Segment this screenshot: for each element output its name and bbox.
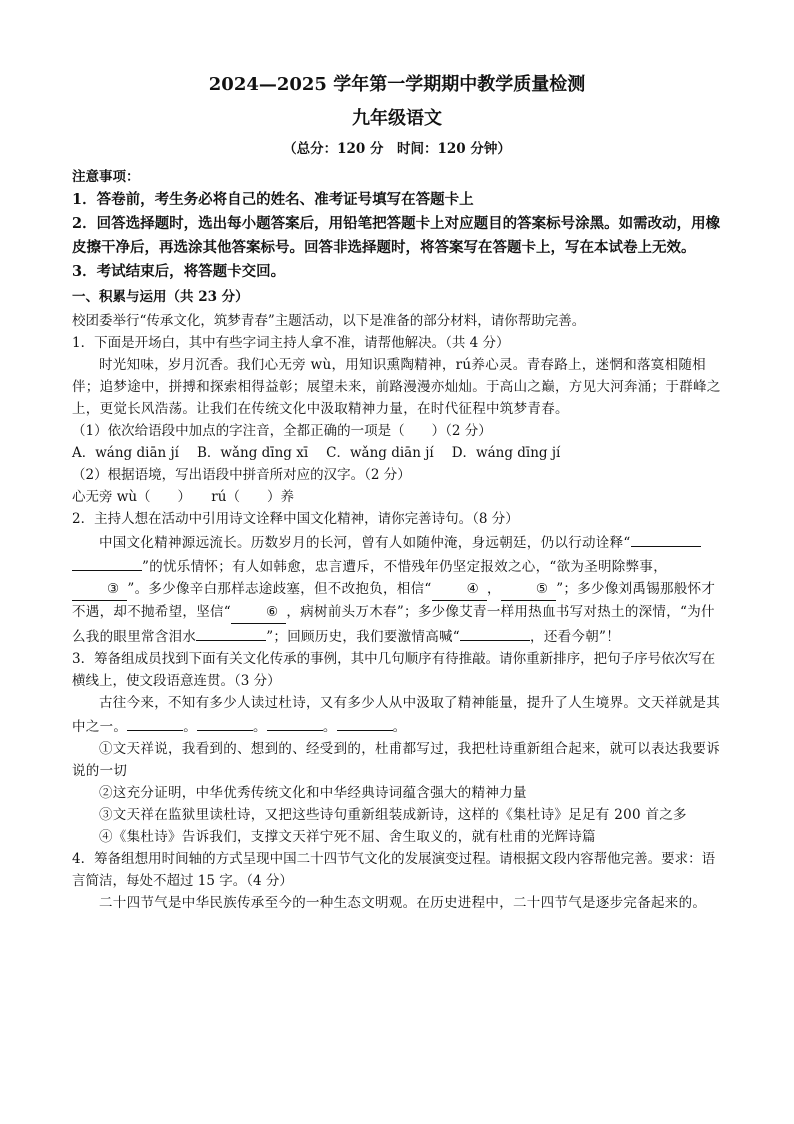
q3-passage-text: 古往今来，不知有多少人读过杜诗，又有多少人从中汲取了精神能量，提升了人生境界。文天祥就是其中之一。 bbox=[72, 695, 720, 735]
blank-8 bbox=[460, 624, 530, 641]
q1-stem: 1．下面是开场白，其中有些字词主持人拿不准，请帮他解决。（共 4 分） bbox=[72, 335, 510, 351]
q3-item-1: ①文天祥说，我看到的、想到的、经受到的，杜甫都写过，我把杜诗重新组合起来，就可以表达我要诉说的一切 bbox=[72, 741, 720, 779]
q1-passage: 时光知味，岁月沉香。我们心无旁 wù，用知识熏陶精神，rú养心灵。青春路上，迷惘和落寞相随相伴；追梦途中，拼搏和探索相得益彰；展望未来，前路漫漫亦灿灿。于高山之巅，方见大河奔涌；于群峰之上，更觉长风浩荡。让我们在传统文化中汲取精神力量，在时代征程中筑梦青春。 bbox=[72, 357, 721, 417]
option-d: D．wáng dīng jí bbox=[451, 445, 561, 461]
q1-options bbox=[72, 442, 722, 464]
option-b: B．wǎng dīng xī bbox=[196, 445, 309, 461]
q2-passage: 中国文化精神源远流长。历数岁月的长河，曾有人如随仲淹，身远朝廷，仍以行动诠释“”的忧乐情怀；有人如韩愈，忠言遭斥，不惜残年仍坚定报效之心，“欲为圣明除弊事，③ ”。多少像辛白那样志途歧塞，但不改抱负，相信“ ④ ， ⑤ ”；多少像刘禹锡那般怀才不遇，却不抛希望，坚信“ ⑥ ，病树前头万木春”；多少像艾青一样用热血书写对热土的深情，“为什么我的眼里常含泪水 ”；回顾历史，我们要激情高喊“ ，还看今朝”！ bbox=[72, 530, 722, 648]
q2-line1: 中国文化精神源远流长。历数岁月的长河，曾有人如随仲淹，身远朝廷，仍以行动诠释“ bbox=[99, 535, 631, 551]
q2-line3: ”。多少像辛白那样志途歧塞，但不改抱负，相信“ bbox=[127, 581, 432, 597]
section-intro: 校团委举行“传承文化，筑梦青春”主题活动，以下是准备的部分材料，请你帮助完善。 bbox=[72, 313, 586, 329]
q4-stem: 4．筹备组想用时间轴的方式呈现中国二十四节气文化的发展演变过程。请根据文段内容帮他完善。要求：语言简洁，每处不超过 15 字。（4 分） bbox=[72, 851, 716, 889]
order-blank-4 bbox=[337, 714, 393, 731]
blank-7 bbox=[196, 624, 266, 641]
q1-fill: 心无旁 wù（ ） rú（ ）养 bbox=[72, 489, 294, 505]
exam-subject: 九年级语文 bbox=[352, 108, 442, 129]
q4-passage: 二十四节气是中华民族传承至今的一种生态文明观。在历史进程中，二十四节气是逐步完备起来的。 bbox=[99, 895, 707, 911]
q3-stem: 3．筹备组成员找到下面有关文化传承的事例，其中几句顺序有待推敲。请你重新排序，把句子序号依次写在横线上，使文段语意连贯。（3 分） bbox=[72, 651, 716, 689]
section-heading: 一、积累与运用（共 23 分） bbox=[72, 289, 249, 305]
blank-4: ④ bbox=[432, 578, 487, 601]
q2-line2: ”的忧乐情怀；有人如韩愈，忠言遭斥，不惜残年仍坚定报效之心，“欲为圣明除弊事， bbox=[142, 559, 668, 575]
q3-item-3: ③文天祥在监狱里读杜诗，又把这些诗句重新组装成新诗，这样的《集杜诗》足足有 200 首之多 bbox=[99, 807, 687, 823]
exam-title: 2024—2025 学年第一学期期中教学质量检测 bbox=[208, 74, 586, 95]
q2-line5: ，病树前头万木春”；多少像艾青一样用热血书写对热土的深情，“为什么我的眼里常含泪水 bbox=[72, 604, 715, 645]
notice-item-1: 1．答卷前，考生务必将自己的姓名、准考证号填写在答题卡上 bbox=[72, 191, 474, 208]
q1-sub1: （1）依次给语段中加点的字注音，全都正确的一项是（ ）（2 分） bbox=[72, 423, 492, 439]
q3-item-2: ②这充分证明，中华优秀传统文化和中华经典诗词蕴含强大的精神力量 bbox=[99, 785, 527, 801]
notice-heading: 注意事项： bbox=[72, 169, 140, 185]
blank-3: ③ bbox=[72, 578, 127, 601]
blank-1 bbox=[631, 530, 701, 547]
blank-5: ⑤ bbox=[501, 578, 556, 601]
option-c: C．wǎng diān jí bbox=[326, 445, 434, 461]
notice-item-3: 3．考试结束后，将答题卡交回。 bbox=[72, 263, 286, 280]
q3-item-4: ④《集杜诗》告诉我们，支撑文天祥宁死不屈、舍生取义的，就有杜甫的光辉诗篇 bbox=[99, 829, 596, 845]
score-time: （总分：120 分 时间：120 分钟） bbox=[283, 141, 511, 157]
q2-line6: ”；回顾历史，我们要激情高喊“ bbox=[266, 629, 461, 645]
notice-item-2: 2．回答选择题时，选出每小题答案后，用铅笔把答题卡上对应题目的答案标号涂黑。如需改动，用橡皮擦干净后，再选涂其他答案标号。回答非选择题时，将答案写在答题卡上，写在本试卷上无效。 bbox=[72, 215, 721, 256]
q3-passage: 古往今来，不知有多少人读过杜诗，又有多少人从中汲取了精神能量，提升了人生境界。文天祥就是其中之一。 。 。 。 。 bbox=[72, 695, 720, 735]
q2-line7: ，还看今朝”！ bbox=[530, 629, 621, 645]
option-a: A．wáng diān jí bbox=[72, 445, 179, 461]
order-blank-3 bbox=[267, 714, 323, 731]
order-blank-2 bbox=[197, 714, 253, 731]
order-blank-1 bbox=[127, 714, 183, 731]
blank-2 bbox=[72, 554, 142, 571]
q2-line4: ”；多少像刘禹锡那般怀才不遇，却不抛希望，坚信“ bbox=[72, 581, 716, 620]
blank-6: ⑥ bbox=[231, 601, 286, 624]
q2-stem: 2．主持人想在活动中引用诗文诠释中国文化精神，请你完善诗句。（8 分） bbox=[72, 511, 519, 527]
q1-sub2: （2）根据语境，写出语段中拼音所对应的汉字。（2 分） bbox=[72, 467, 411, 483]
